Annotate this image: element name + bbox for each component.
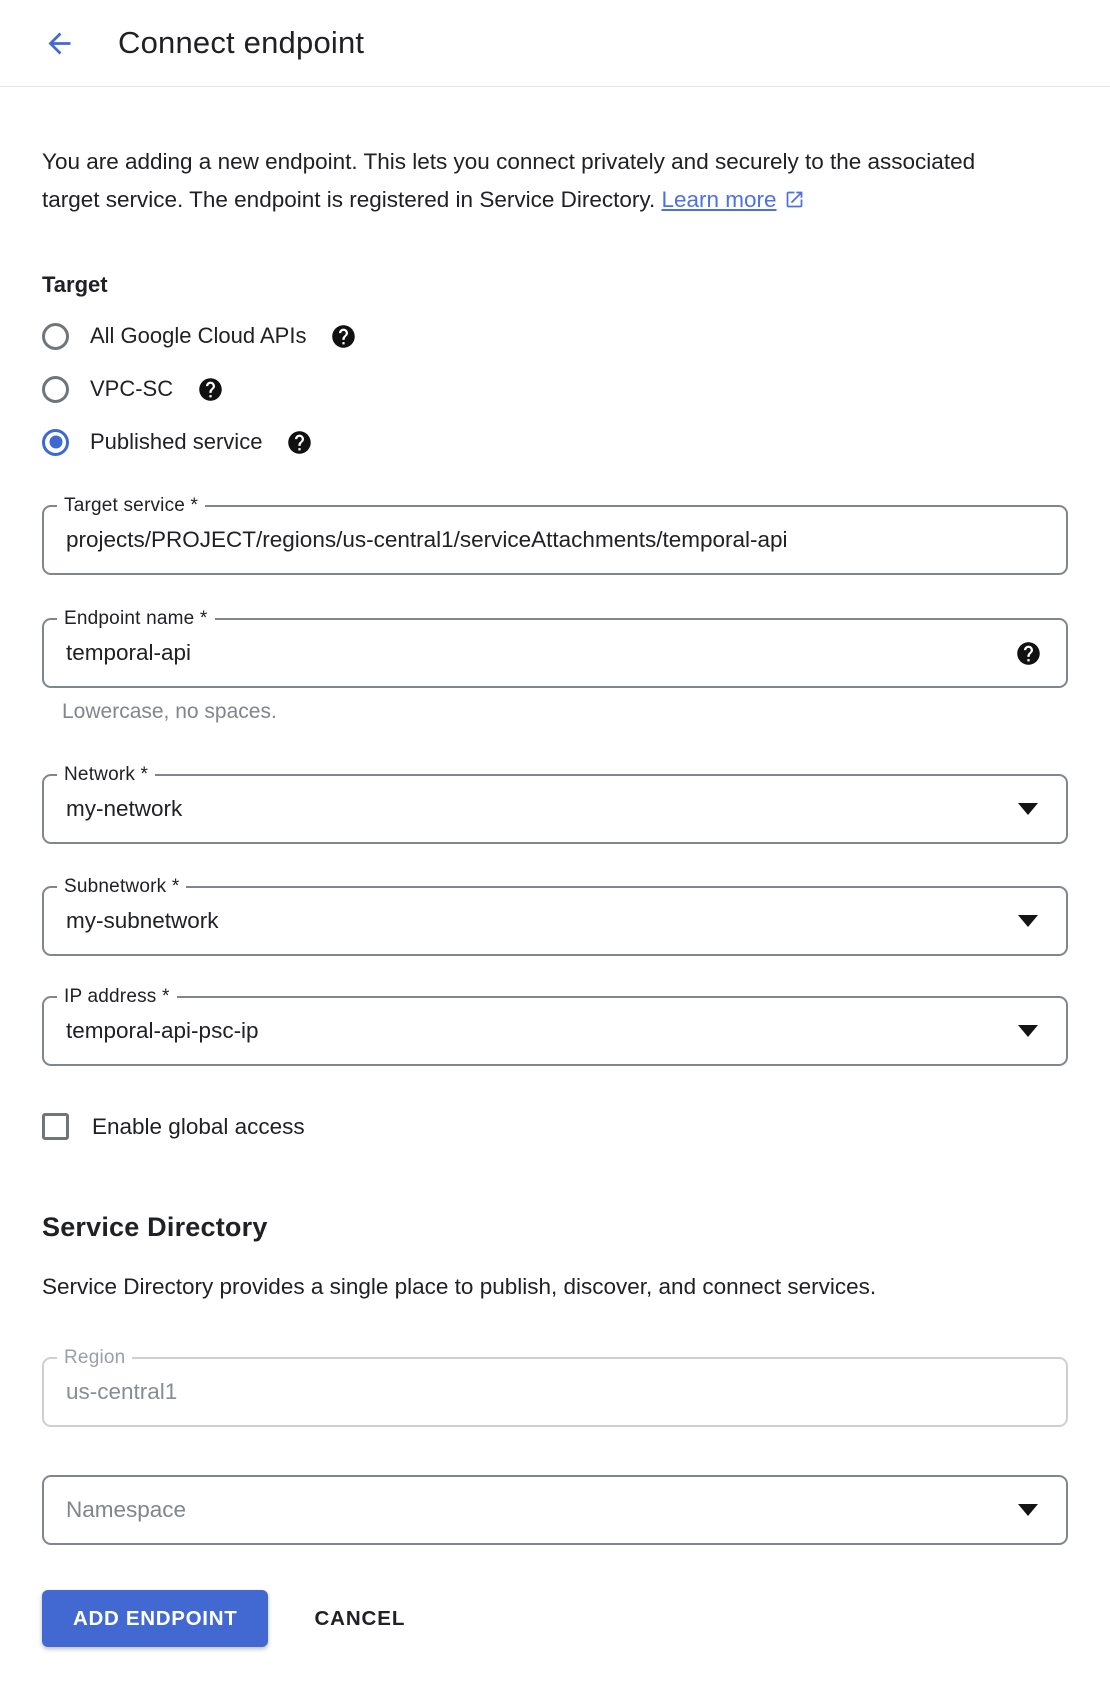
radio-icon[interactable] (42, 323, 69, 350)
help-icon[interactable] (197, 376, 224, 403)
radio-icon[interactable] (42, 376, 69, 403)
subnetwork-select[interactable] (42, 876, 1068, 956)
target-service-value[interactable]: projects/PROJECT/regions/us-central1/serviceAttachments/temporal-api (66, 527, 788, 552)
endpoint-name-label: Endpoint name * (57, 608, 215, 630)
help-icon[interactable] (286, 429, 313, 456)
radio-label[interactable]: VPC-SC (90, 376, 174, 401)
region-value: us-central1 (66, 1379, 178, 1404)
help-icon[interactable] (330, 323, 357, 350)
checkbox-unchecked-icon[interactable] (42, 1113, 69, 1140)
region-label: Region (57, 1347, 132, 1369)
add-endpoint-button[interactable]: ADD ENDPOINT (42, 1590, 268, 1647)
target-service-label: Target service * (57, 495, 205, 517)
radio-icon-selected[interactable] (42, 429, 69, 456)
form-actions (42, 1590, 1068, 1647)
ip-address-value[interactable]: temporal-api-psc-ip (66, 1018, 259, 1043)
endpoint-name-field[interactable] (42, 608, 1068, 688)
dropdown-arrow-icon[interactable] (1018, 1504, 1038, 1516)
target-section-label: Target (42, 272, 108, 297)
endpoint-name-helper: Lowercase, no spaces. (62, 700, 277, 723)
subnetwork-value[interactable]: my-subnetwork (66, 908, 219, 933)
radio-vpc-sc[interactable] (42, 374, 1068, 404)
network-select[interactable] (42, 764, 1068, 844)
endpoint-name-value[interactable]: temporal-api (66, 640, 192, 665)
ip-address-label: IP address * (57, 986, 177, 1008)
open-in-new-icon[interactable] (784, 184, 805, 222)
ip-address-select[interactable] (42, 986, 1068, 1066)
arrow-back-icon (43, 27, 76, 60)
help-icon[interactable] (1015, 640, 1042, 667)
service-directory-description: Service Directory provides a single place to publish, discover, and connect services. (42, 1274, 877, 1299)
enable-global-access-row[interactable] (42, 1113, 1068, 1140)
back-button[interactable] (42, 26, 76, 60)
radio-label[interactable]: Published service (90, 429, 263, 454)
dropdown-arrow-icon[interactable] (1018, 1025, 1038, 1037)
service-directory-heading: Service Directory (42, 1212, 268, 1242)
radio-all-google-cloud-apis[interactable] (42, 321, 1068, 351)
namespace-select[interactable] (42, 1475, 1068, 1545)
enable-global-access-label[interactable]: Enable global access (92, 1113, 305, 1139)
page-header (0, 0, 1110, 87)
subnetwork-label: Subnetwork * (57, 876, 186, 898)
namespace-placeholder[interactable]: Namespace (66, 1497, 187, 1522)
network-label: Network * (57, 764, 155, 786)
dropdown-arrow-icon[interactable] (1018, 915, 1038, 927)
intro-text (42, 143, 994, 222)
intro-text-body: You are adding a new endpoint. This lets you connect privately and securely to the associated target service. The endpoint is registered in Service Directory. (42, 149, 976, 212)
region-field-disabled (42, 1347, 1068, 1427)
dropdown-arrow-icon[interactable] (1018, 803, 1038, 815)
radio-label[interactable]: All Google Cloud APIs (90, 323, 307, 348)
target-service-field[interactable] (42, 495, 1068, 575)
cancel-button[interactable]: CANCEL (314, 1606, 406, 1630)
page-title: Connect endpoint (118, 25, 365, 60)
radio-published-service[interactable] (42, 427, 1068, 457)
learn-more-link[interactable]: Learn more (661, 187, 777, 212)
network-value[interactable]: my-network (66, 796, 183, 821)
